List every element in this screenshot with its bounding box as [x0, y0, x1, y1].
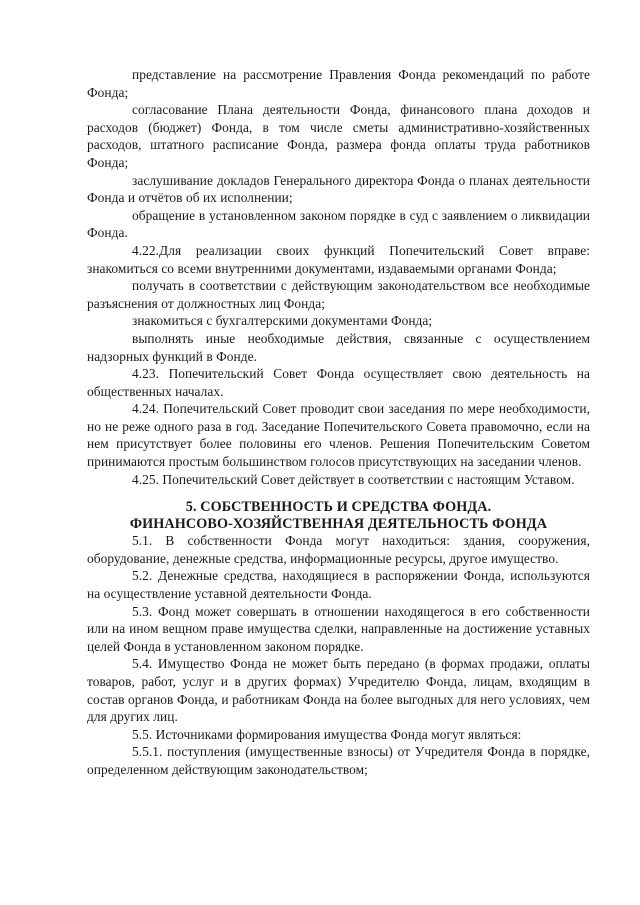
paragraph-5-3: 5.3. Фонд может совершать в отношении находящегося в его собственности или на ином вещном праве имущества сделки, направленные на достижение уставных целей Фонда в установленном законом порядке.: [87, 603, 590, 654]
paragraph-director-reports: заслушивание докладов Генерального директора Фонда о планах деятельности Фонда и отчётов об их исполнении;: [87, 172, 590, 206]
paragraph-accounting-docs: знакомиться с бухгалтерскими документами Фонда;: [132, 313, 433, 329]
paragraph-5-1: 5.1. В собственности Фонда могут находиться: здания, сооружения, оборудование, денежные средства, информационные ресурсы, другое имущество.: [87, 533, 590, 566]
paragraph-4-23: 4.23. Попечительский Совет Фонда осуществляет свою деятельность на общественных началах.: [87, 366, 590, 399]
paragraph-plan-approval: согласование Плана деятельности Фонда, финансового плана доходов и расходов (бюджет) Фонда, в том числе сметы административно-хозяйственных расходов, штатного расписание Фонда, размера фонда оплаты труда работников Фонда;: [87, 102, 590, 170]
paragraph-5-4: 5.4. Имущество Фонда не может быть передано (в формах продажи, оплаты товаров, работ, услуг и в других формах) Учредителю Фонда, лицам, входящим в состав органов Фонда, и работникам Фонда на более выгодных для него условиях, чем для других лиц.: [87, 656, 590, 725]
paragraph-5-5-1: 5.5.1. поступления (имущественные взносы) от Учредителя Фонда в порядке, определенном действующим законодательством;: [87, 744, 590, 777]
paragraph-clarifications: получать в соответствии с действующим законодательством все необходимые разъяснения от должностных лиц Фонда;: [87, 278, 590, 311]
paragraph-4-25: 4.25. Попечительский Совет действует в соответствии с настоящим Уставом.: [132, 471, 575, 487]
paragraph-court-appeal: обращение в установленном законом порядке в суд с заявлением о ликвидации Фонда.: [87, 207, 590, 241]
paragraph-4-24: 4.24. Попечительский Совет проводит свои заседания по мере необходимости, но не реже одного раза в год. Заседание Попечительского Совета правомочно, если на нем присутствует более половины его членов. Решения Попечительским Советом принимаются простым большинством голосов присутствующих на заседании членов.: [87, 401, 590, 470]
paragraph-4-22: 4.22.Для реализации своих функций Попечительский Совет вправе: знакомиться со всеми внутренними документами, издаваемыми органами Фонда;: [87, 242, 590, 276]
section-5-heading-line2: ФИНАНСОВО-ХОЗЯЙСТВЕННАЯ ДЕЯТЕЛЬНОСТЬ ФОНДА: [129, 515, 548, 532]
paragraph-other-actions: выполнять иные необходимые действия, связанные с осуществлением надзорных функций в Фонде.: [87, 330, 590, 364]
document-body: [87, 66, 590, 779]
section-5-heading-line1: 5. СОБСТВЕННОСТЬ И СРЕДСТВА ФОНДА.: [185, 499, 492, 516]
paragraph-recommendations: представление на рассмотрение Правления Фонда рекомендаций по работе Фонда;: [87, 67, 590, 100]
paragraph-5-2: 5.2. Денежные средства, находящиеся в распоряжении Фонда, используются на осуществление уставной деятельности Фонда.: [87, 568, 590, 602]
paragraph-5-5: 5.5. Источниками формирования имущества Фонда могут являться:: [132, 726, 522, 742]
